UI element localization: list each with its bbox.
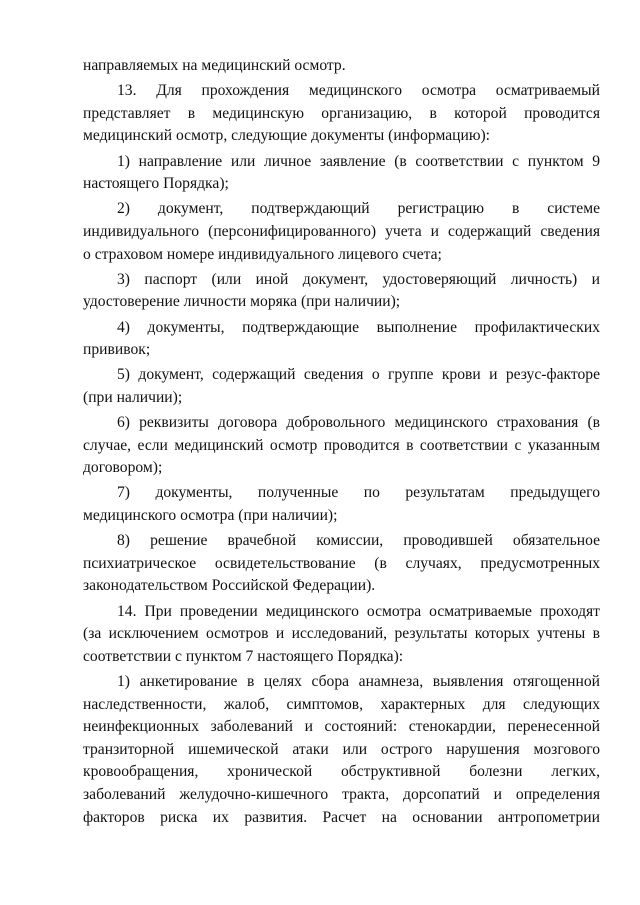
text-line: медицинский осмотр, следующие документы (информацию): [83,127,491,145]
text-line: представляет в медицинскую организацию, в которой проводится [83,104,600,122]
text-line: о страховом номере индивидуального лицевого счета; [83,245,442,263]
paragraph [83,55,600,78]
paragraph [83,364,600,409]
text-line: 13. Для прохождения медицинского осмотра осматриваемый [117,82,600,100]
document-body [83,55,600,829]
text-line: соответствии с пунктом 7 настоящего Порядка): [83,647,404,665]
text-line: 2) документ, подтверждающий регистрацию в системе [117,200,600,218]
text-line: (за исключением осмотров и исследований, результаты которых учтены в [83,625,600,643]
text-line: 7) документы, полученные по результатам предыдущего [117,484,600,502]
paragraph [83,80,600,148]
text-line: случае, если медицинский осмотр проводится в соответствии с указанным [83,436,600,454]
paragraph [83,601,600,669]
paragraph [83,269,600,314]
text-line: факторов риска их развития. Расчет на основании антропометрии [83,808,600,826]
paragraph [83,198,600,266]
paragraph [83,412,600,480]
text-line: неинфекционных заболеваний и состояний: стенокардии, перенесенной [83,718,600,736]
text-line: индивидуального (персонифицированного) учета и содержащий сведения [83,222,600,240]
text-line: прививок; [83,341,151,359]
paragraph [83,317,600,362]
text-line: направляемых на медицинский осмотр. [83,57,346,74]
text-line: удостоверение личности моряка (при наличии); [83,293,401,311]
text-line: 5) документ, содержащий сведения о группе крови и резус-факторе [117,366,600,384]
text-line: законодательством Российской Федерации). [83,577,376,595]
text-line: наследственности, жалоб, симптомов, характерных для следующих [83,695,600,713]
paragraph [83,671,600,829]
text-line: психиатрическое освидетельствование (в случаях, предусмотренных [83,554,600,572]
paragraph [83,530,600,598]
text-line: 3) паспорт (или иной документ, удостоверяющий личность) и [117,270,600,288]
text-line: договором); [83,459,163,477]
text-line: транзиторной ишемической атаки или острого нарушения мозгового [83,740,600,758]
text-line: (при наличии); [83,388,183,406]
text-line: заболеваний желудочно-кишечного тракта, дорсопатий и определения [83,785,600,803]
text-line: настоящего Порядка); [83,175,229,193]
text-line: 8) решение врачебной комиссии, проводившей обязательное [117,532,600,550]
text-line: 1) направление или личное заявление (в соответствии с пунктом 9 [117,152,600,170]
text-line: 6) реквизиты договора добровольного медицинского страхования (в [117,414,600,432]
text-line: медицинского осмотра (при наличии); [83,507,338,525]
text-line: 14. При проведении медицинского осмотра осматриваемые проходят [117,602,600,620]
paragraph [83,482,600,527]
text-line: кровообращения, хронической обструктивной болезни легких, [83,763,600,781]
paragraph [83,151,600,196]
text-line: 4) документы, подтверждающие выполнение профилактических [117,318,600,336]
text-line: 1) анкетирование в целях сбора анамнеза, выявления отягощенной [117,672,600,690]
